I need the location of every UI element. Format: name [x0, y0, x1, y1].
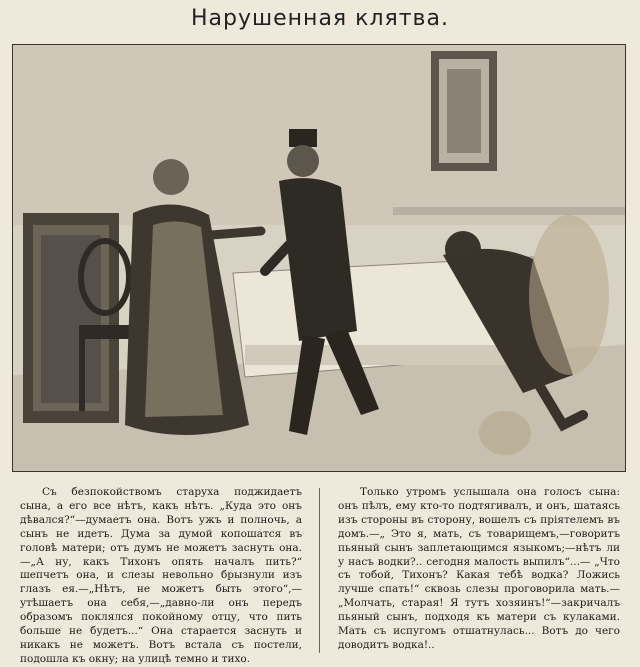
paragraph-right: Только утромъ услышала она голосъ сына: онъ пѣлъ, ему кто-то подтягивалъ, и онъ, шатаясь изъ стороны въ сторону, вошелъ съ прiятелемъ въ домъ.—„ Это я, мать, съ товарищемъ,—говоритъ пьяный сынъ заплетающимся языкомъ;—нѣтъ ли у насъ водки?.. сегодня малость выпилъ“...— „Что съ тобой, Тихонъ? Какая тебѣ водка? Ложись лучше спать!“ сквозь слезы проговорила мать.—„Молчать, старая! Я тутъ хозяинъ!“—закричалъ пьяный сынъ, подходя къ матери съ кулаками. Мать съ испугомъ отшатнулась... Вотъ до чего доводитъ водка!.. [338, 486, 620, 651]
wall-picture [431, 51, 497, 171]
page-title: Нарушенная клятва. [191, 6, 449, 31]
cabinet [23, 213, 119, 423]
article-body [20, 486, 620, 665]
text-column-left [20, 486, 302, 667]
column-divider [319, 488, 320, 653]
paragraph-left: Съ безпокойствомъ старуха поджидаетъ сына, а его все нѣтъ, какъ нѣтъ. „Куда это онъ дѣвался?“—думаетъ она. Вотъ ужъ и полночь, а сынъ не идетъ. Дума за думой копошатся въ головѣ матери; отъ думъ не можетъ заснуть она.—„А ну, какъ Тихонъ опять началъ пить?“ шепчетъ она, и слезы невольно брызнули изъ глазъ ея.—„Нѣтъ, не можетъ быть этого“,—утѣшаетъ она себя,—„давно-ли онъ передъ образомъ поклялся покойному отцу, что пить больше не будетъ...“ Она старается заснуть и никакъ не можетъ. Вотъ встала съ постели, подошла къ окну; на улицѣ темно и тихо. [20, 486, 302, 665]
text-column-right [338, 486, 620, 653]
illustration [12, 44, 626, 472]
engraving-illustration [13, 45, 625, 471]
